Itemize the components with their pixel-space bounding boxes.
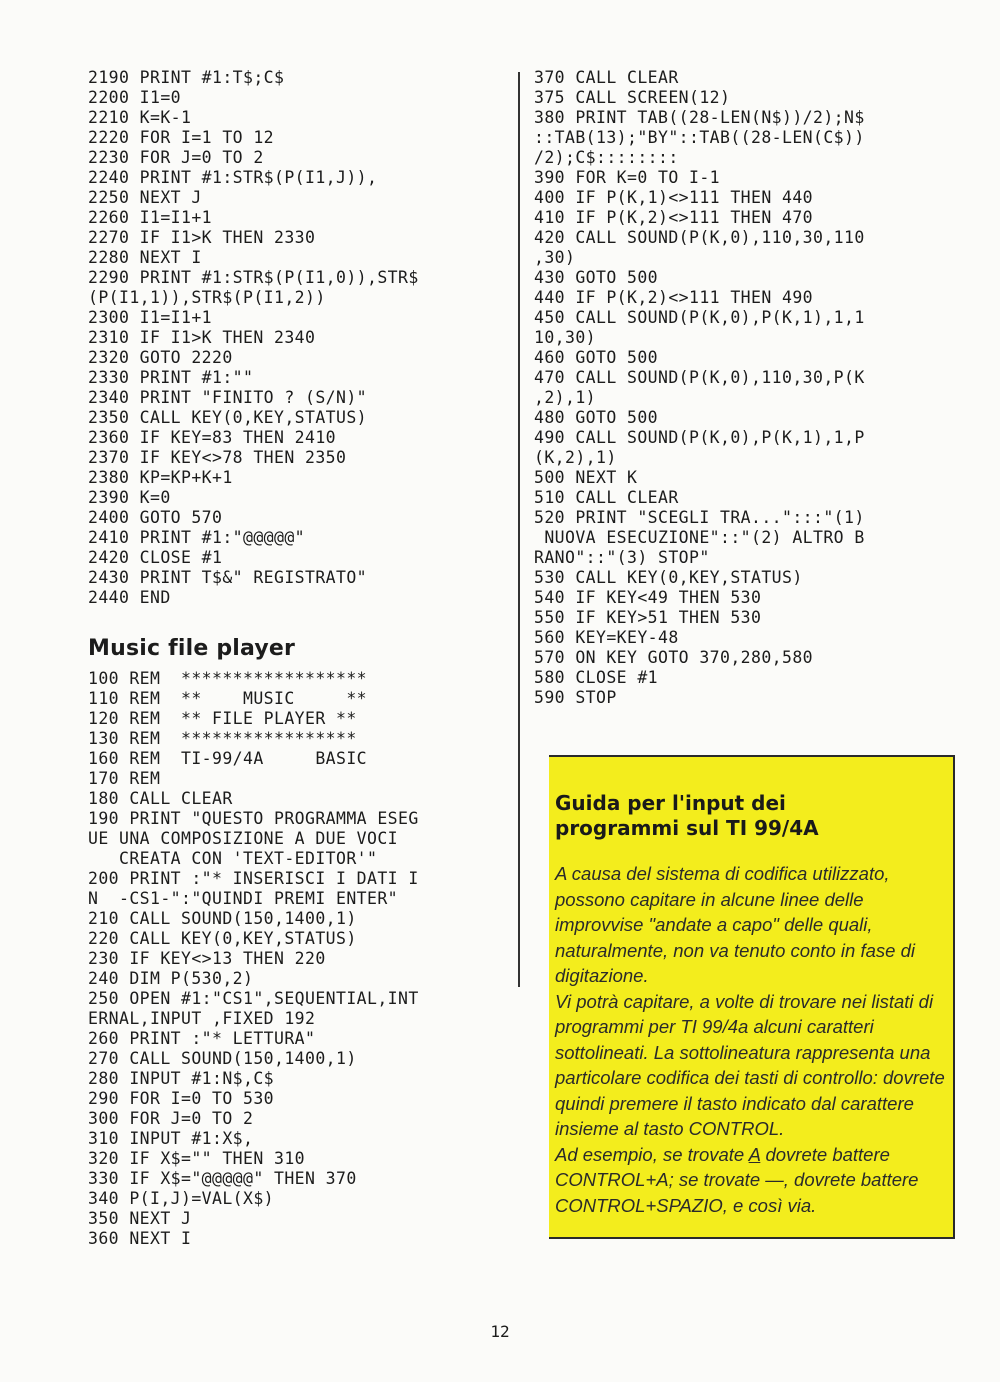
code-line: 310 INPUT #1:X$, [88, 1129, 254, 1148]
info-title-line-1: Guida per l'input dei [555, 791, 786, 815]
code-line: 360 NEXT I [88, 1229, 192, 1248]
code-line: 2390 K=0 [88, 488, 171, 507]
code-line: 200 PRINT :"* INSERISCI I DATI I [88, 869, 419, 888]
code-line: 2380 KP=KP+K+1 [88, 468, 233, 487]
section-title: Music file player [88, 636, 296, 661]
code-line: ,30) [534, 248, 576, 267]
code-line: ,2),1) [534, 388, 597, 407]
code-line: 540 IF KEY<49 THEN 530 [534, 588, 762, 607]
code-line: 570 ON KEY GOTO 370,280,580 [534, 648, 814, 667]
code-line: 530 CALL KEY(0,KEY,STATUS) [534, 568, 803, 587]
info-p3-part1: Ad esempio, se trovate [555, 1143, 749, 1165]
code-line: 2420 CLOSE #1 [88, 548, 223, 567]
column-divider [518, 72, 520, 987]
code-line: 2400 GOTO 570 [88, 508, 223, 527]
input-guide-box [549, 755, 955, 1239]
info-title-line-2: programmi sul TI 99/4A [555, 816, 819, 840]
code-line: 240 DIM P(530,2) [88, 969, 254, 988]
code-line: 480 GOTO 500 [534, 408, 659, 427]
code-line: 250 OPEN #1:"CS1",SEQUENTIAL,INT [88, 989, 419, 1008]
code-line: 320 IF X$="" THEN 310 [88, 1149, 306, 1168]
code-line: 420 CALL SOUND(P(K,0),110,30,110 [534, 228, 865, 247]
code-line: 2430 PRINT T$&" REGISTRATO" [88, 568, 368, 587]
code-line: 390 FOR K=0 TO I-1 [534, 168, 721, 187]
code-line: 280 INPUT #1:N$,C$ [88, 1069, 275, 1088]
code-line: 440 IF P(K,2)<>111 THEN 490 [534, 288, 814, 307]
code-line: 2240 PRINT #1:STR$(P(I1,J)), [88, 168, 378, 187]
code-line: 590 STOP [534, 688, 617, 707]
code-line: 190 PRINT "QUESTO PROGRAMMA ESEG [88, 809, 419, 828]
code-line: 2330 PRINT #1:"" [88, 368, 254, 387]
code-line: 560 KEY=KEY-48 [534, 628, 679, 647]
code-line: 2190 PRINT #1:T$;C$ [88, 68, 285, 87]
info-paragraph-2: Vi potrà capitare, a volte di trovare nei listati di programmi per TI 99/4a alcuni caratteri sottolineati. La sottolineatura rappresenta una particolare codifica dei tasti di controllo: dovrete quindi premere il tasto indicato dal carattere insieme al tasto CONTROL. [555, 990, 945, 1139]
info-p3-part2: dovrete battere CONTROL+A; se trovate —, dovrete battere CONTROL+SPAZIO, e così via. [555, 1143, 919, 1216]
listing-continuation [88, 68, 508, 608]
code-line: 180 CALL CLEAR [88, 789, 233, 808]
code-line: 2270 IF I1>K THEN 2330 [88, 228, 316, 247]
info-paragraph-3 [555, 1142, 945, 1219]
code-line: 350 NEXT J [88, 1209, 192, 1228]
info-paragraph-1: A causa del sistema di codifica utilizzato, possono capitare in alcune linee delle improvvise "andate a capo" delle quali, naturalmente, non va tenuto conto in fase di digitazione. [555, 863, 915, 986]
code-line: 300 FOR J=0 TO 2 [88, 1109, 254, 1128]
code-line: 400 IF P(K,1)<>111 THEN 440 [534, 188, 814, 207]
code-line: 2300 I1=I1+1 [88, 308, 213, 327]
code-line: 2320 GOTO 2220 [88, 348, 233, 367]
code-line: 340 P(I,J)=VAL(X$) [88, 1189, 275, 1208]
code-line: 550 IF KEY>51 THEN 530 [534, 608, 762, 627]
code-line: 380 PRINT TAB((28-LEN(N$))/2);N$ [534, 108, 865, 127]
code-line: 510 CALL CLEAR [534, 488, 679, 507]
code-line: 2220 FOR I=1 TO 12 [88, 128, 275, 147]
music-file-player-listing [88, 669, 508, 1249]
code-line: 330 IF X$="@@@@@" THEN 370 [88, 1169, 357, 1188]
code-line: /2);C$:::::::: [534, 148, 679, 167]
code-line: N -CS1-":"QUINDI PREMI ENTER" [88, 889, 399, 908]
code-line: 2210 K=K-1 [88, 108, 192, 127]
code-line: 430 GOTO 500 [534, 268, 659, 287]
code-line: 410 IF P(K,2)<>111 THEN 470 [534, 208, 814, 227]
code-line: 370 CALL CLEAR [534, 68, 679, 87]
code-line: 2440 END [88, 588, 171, 607]
code-line: 490 CALL SOUND(P(K,0),P(K,1),1,P [534, 428, 865, 447]
code-line: 290 FOR I=0 TO 530 [88, 1089, 275, 1108]
code-line: 2250 NEXT J [88, 188, 202, 207]
code-line: 2350 CALL KEY(0,KEY,STATUS) [88, 408, 368, 427]
code-line: 2340 PRINT "FINITO ? (S/N)" [88, 388, 368, 407]
code-line: ::TAB(13);"BY"::TAB((28-LEN(C$)) [534, 128, 865, 147]
code-line: (P(I1,1)),STR$(P(I1,2)) [88, 288, 326, 307]
code-line: 230 IF KEY<>13 THEN 220 [88, 949, 326, 968]
code-line: 375 CALL SCREEN(12) [534, 88, 731, 107]
code-line: 210 CALL SOUND(150,1400,1) [88, 909, 357, 928]
underlined-example-char: A [748, 1143, 761, 1165]
code-line: 2370 IF KEY<>78 THEN 2350 [88, 448, 347, 467]
code-line: NUOVA ESECUZIONE"::"(2) ALTRO B [534, 528, 865, 547]
code-line: 2230 FOR J=0 TO 2 [88, 148, 264, 167]
code-line: 460 GOTO 500 [534, 348, 659, 367]
code-line: 110 REM ** MUSIC ** [88, 689, 368, 708]
code-line: 520 PRINT "SCEGLI TRA...":::"(1) [534, 508, 865, 527]
music-file-player-listing-continued [534, 68, 954, 708]
code-line: CREATA CON 'TEXT-EDITOR'" [88, 849, 378, 868]
code-line: 470 CALL SOUND(P(K,0),110,30,P(K [534, 368, 865, 387]
code-line: 270 CALL SOUND(150,1400,1) [88, 1049, 357, 1068]
info-box-title [555, 791, 945, 841]
code-line: 2410 PRINT #1:"@@@@@" [88, 528, 306, 547]
info-box-text [555, 861, 945, 1218]
code-line: 2260 I1=I1+1 [88, 208, 213, 227]
code-line: 2310 IF I1>K THEN 2340 [88, 328, 316, 347]
code-line: 260 PRINT :"* LETTURA" [88, 1029, 316, 1048]
code-line: 2290 PRINT #1:STR$(P(I1,0)),STR$ [88, 268, 419, 287]
code-line: 220 CALL KEY(0,KEY,STATUS) [88, 929, 357, 948]
code-line: ERNAL,INPUT ,FIXED 192 [88, 1009, 316, 1028]
code-line: 100 REM ****************** [88, 669, 368, 688]
code-line: 450 CALL SOUND(P(K,0),P(K,1),1,1 [534, 308, 865, 327]
code-line: RANO"::"(3) STOP" [534, 548, 710, 567]
right-column [534, 68, 954, 708]
page-number: 12 [490, 1322, 510, 1341]
code-line: 130 REM ***************** [88, 729, 357, 748]
code-line: 2280 NEXT I [88, 248, 202, 267]
code-line: 120 REM ** FILE PLAYER ** [88, 709, 357, 728]
code-line: (K,2),1) [534, 448, 617, 467]
code-line: 160 REM TI-99/4A BASIC [88, 749, 368, 768]
code-line: 580 CLOSE #1 [534, 668, 659, 687]
code-line: 2200 I1=0 [88, 88, 182, 107]
code-line: 10,30) [534, 328, 597, 347]
code-line: 170 REM [88, 769, 161, 788]
left-column [88, 68, 508, 1249]
code-line: UE UNA COMPOSIZIONE A DUE VOCI [88, 829, 399, 848]
code-line: 500 NEXT K [534, 468, 638, 487]
code-line: 2360 IF KEY=83 THEN 2410 [88, 428, 337, 447]
